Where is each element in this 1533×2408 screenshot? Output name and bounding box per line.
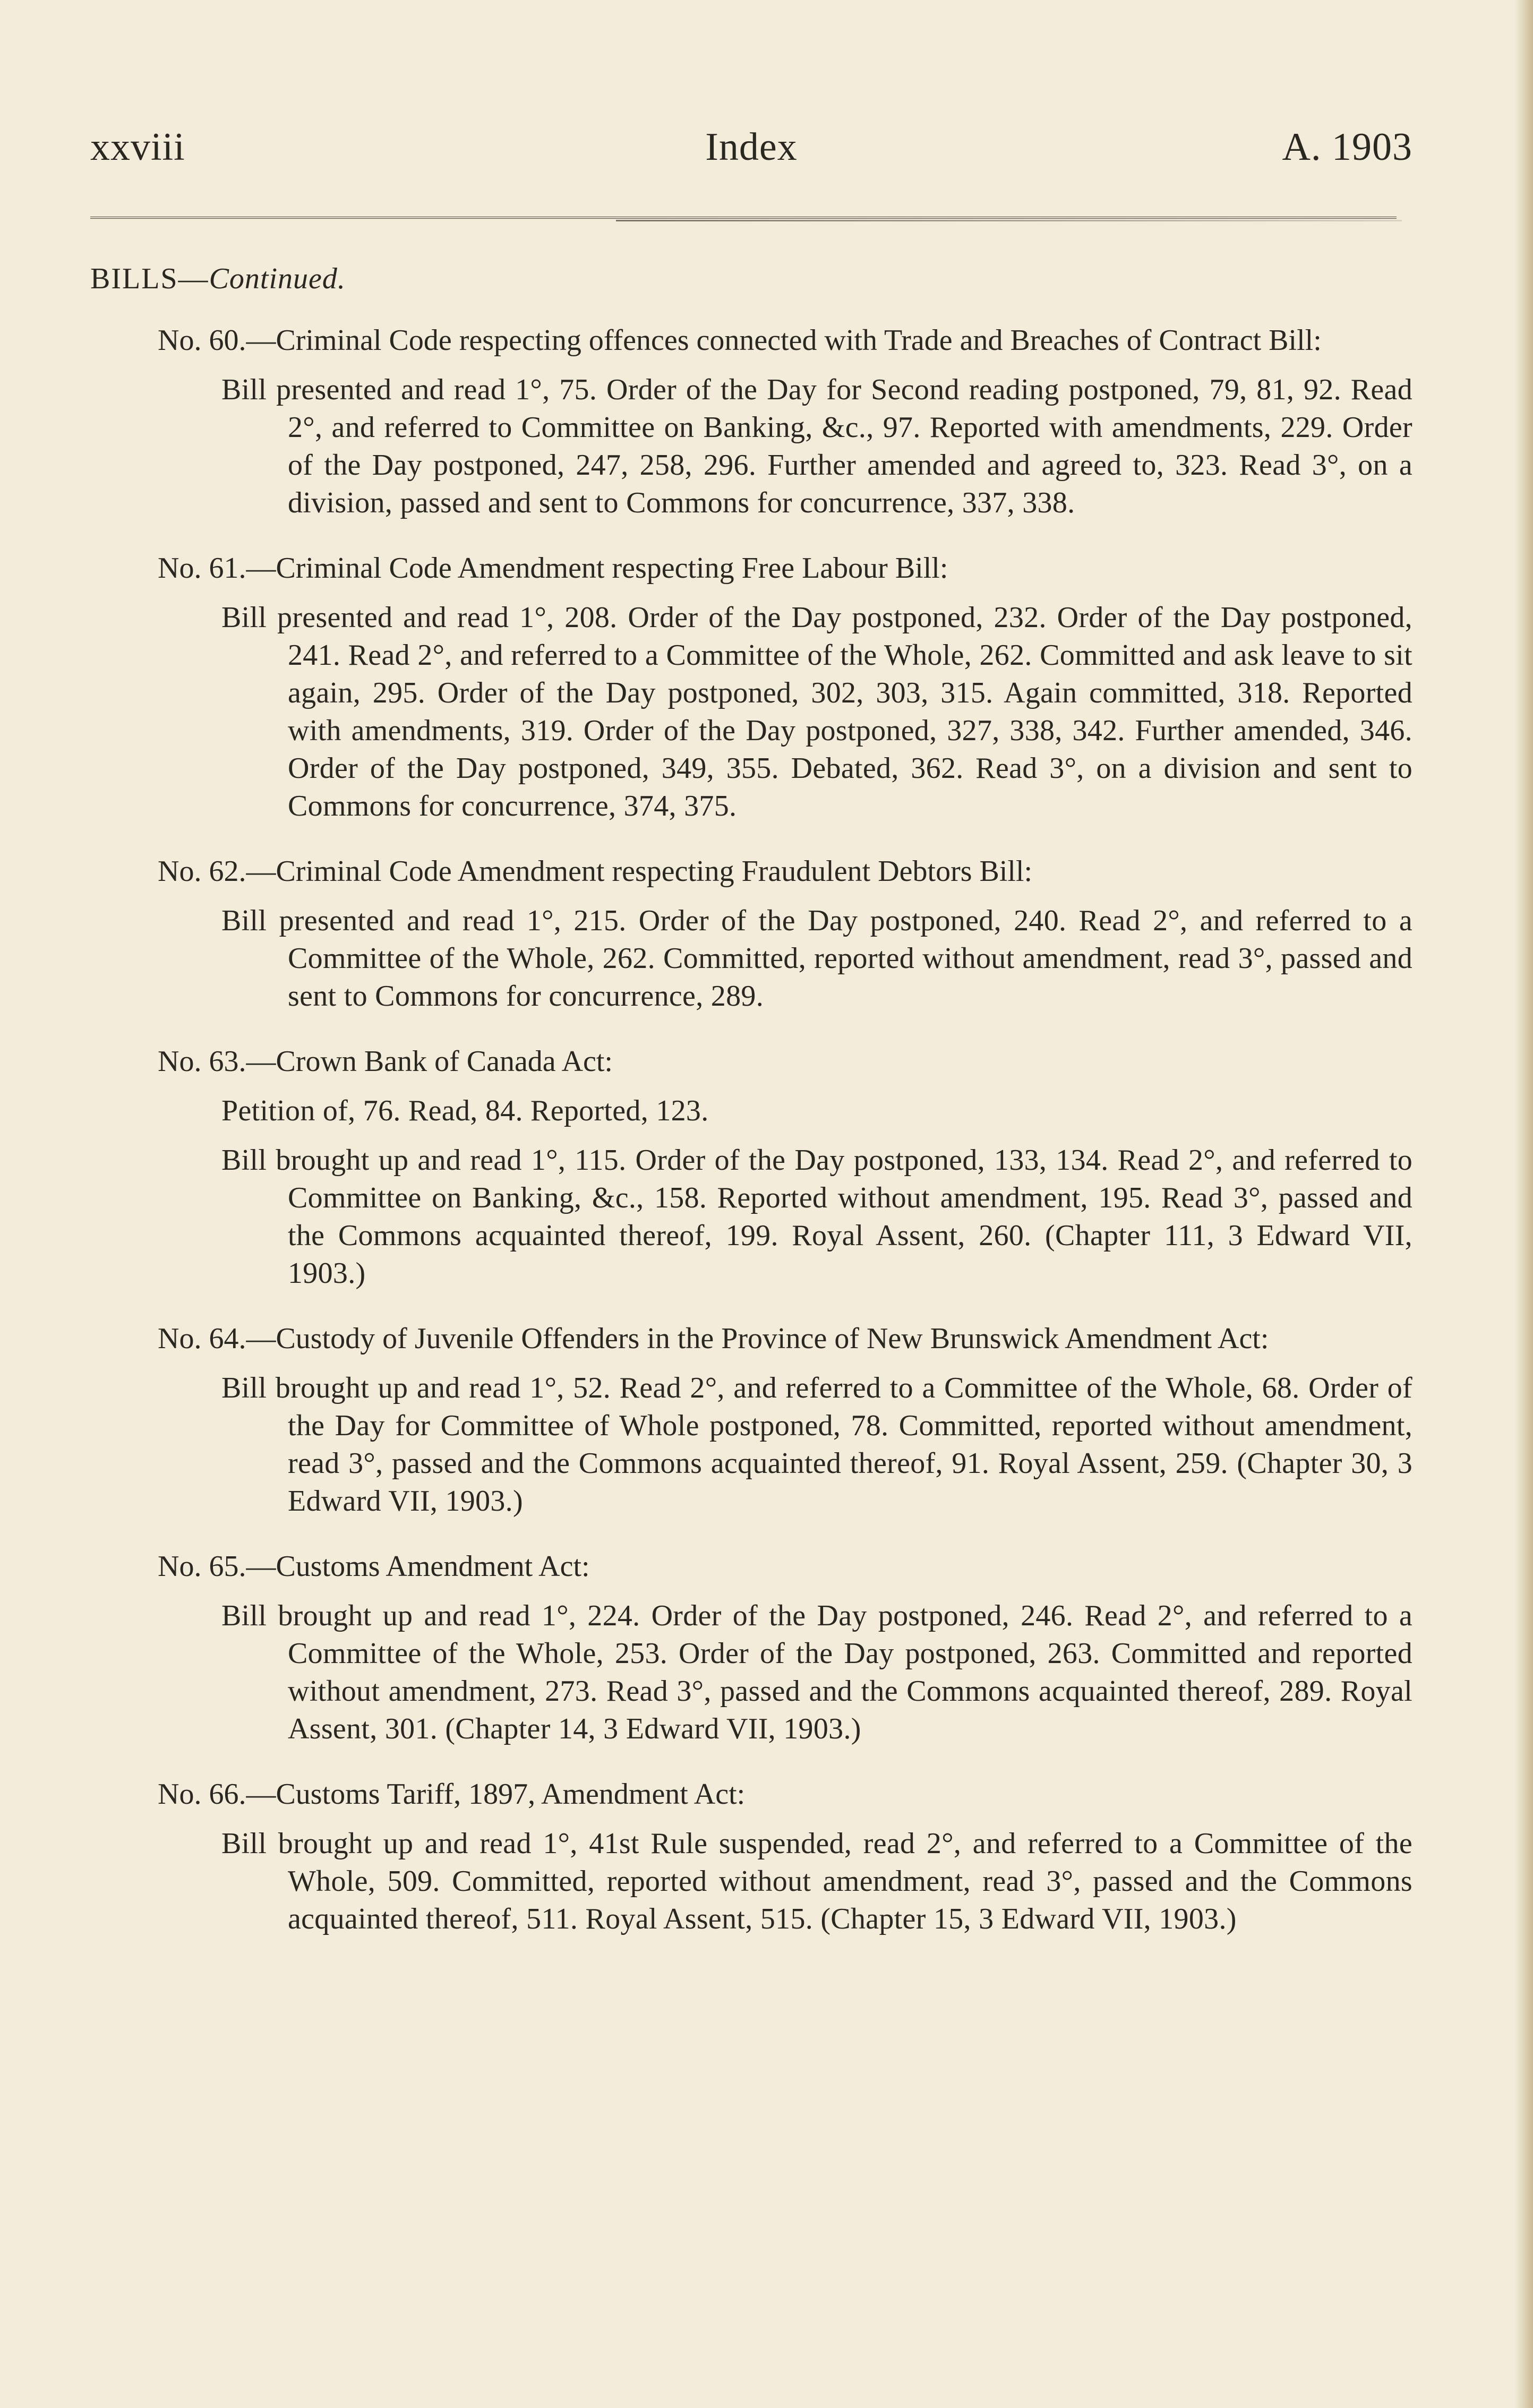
index-entry	[90, 1548, 1412, 1748]
entry-title: No. 63.—Crown Bank of Canada Act:	[158, 1045, 613, 1078]
section-name: BILLS—	[90, 262, 209, 295]
section-heading	[90, 260, 1412, 298]
entry-title: No. 64.—Custody of Juvenile Offenders in the Province of New Brunswick Amendment Act:	[158, 1322, 1269, 1355]
entry-title: No. 65.—Customs Amendment Act:	[158, 1550, 590, 1583]
page-folio: xxviii	[90, 125, 185, 169]
entry-paragraph: Bill brought up and read 1°, 224. Order of the Day postponed, 246. Read 2°, and referred to a Committee of the Whole, 253. Order of the Day postponed, 263. Committed and reported without amendment, 273. Read 3°, passed and the Commons acquainted thereof, 289. Royal Assent, 301. (Chapter 14, 3 Edward VII, 1903.)	[221, 1599, 1412, 1745]
entry-paragraph: Bill presented and read 1°, 215. Order of the Day postponed, 240. Read 2°, and referred to a Committee of the Whole, 262. Committed, reported without amendment, read 3°, passed and sent to Commons for concurrence, 289.	[221, 904, 1412, 1013]
index-entry	[90, 1043, 1412, 1292]
entry-paragraph: Bill presented and read 1°, 75. Order of the Day for Second reading postponed, 79, 81, 92. Read 2°, and referred to Committee on Banking, &c., 97. Reported with amendments, 229. Order of the Day postponed, 247, 258, 296. Further amended and agreed to, 323. Read 3°, on a division, passed and sent to Commons for concurrence, 337, 338.	[221, 373, 1412, 519]
entry-paragraph: Bill brought up and read 1°, 115. Order of the Day postponed, 133, 134. Read 2°, and referred to Committee on Banking, &c., 158. Reported without amendment, 195. Read 3°, passed and the Commons acquainted thereof, 199. Royal Assent, 260. (Chapter 111, 3 Edward VII, 1903.)	[221, 1144, 1412, 1290]
header-rule-shade	[616, 220, 1402, 221]
entry-title: No. 61.—Criminal Code Amendment respecting Free Labour Bill:	[158, 552, 948, 585]
index-entry	[90, 322, 1412, 522]
entry-paragraph: Bill brought up and read 1°, 41st Rule suspended, read 2°, and referred to a Committee of the Whole, 509. Committed, reported without amendment, read 3°, passed and the Commons acquainted thereof, 511. Royal Assent, 515. (Chapter 15, 3 Edward VII, 1903.)	[221, 1827, 1412, 1935]
index-entry	[90, 1776, 1412, 1938]
entry-title: No. 62.—Criminal Code Amendment respecting Fraudulent Debtors Bill:	[158, 855, 1033, 888]
entry-paragraph: Bill presented and read 1°, 208. Order of the Day postponed, 232. Order of the Day postponed, 241. Read 2°, and referred to a Committee of the Whole, 262. Committed and ask leave to sit again, 295. Order of the Day postponed, 302, 303, 315. Again committed, 318. Reported with amendments, 319. Order of the Day postponed, 327, 338, 342. Further amended, 346. Order of the Day postponed, 349, 355. Debated, 362. Read 3°, on a division and sent to Commons for concurrence, 374, 375.	[221, 601, 1412, 822]
page-title: Index	[705, 125, 798, 169]
entry-paragraph: Petition of, 76. Read, 84. Reported, 123.	[221, 1094, 709, 1127]
page-header	[90, 125, 1412, 178]
page-year: A. 1903	[1282, 125, 1412, 169]
index-entry	[90, 853, 1412, 1015]
entry-title: No. 60.—Criminal Code respecting offences connected with Trade and Breaches of Contract Bill:	[158, 324, 1322, 357]
index-entry	[90, 1320, 1412, 1520]
section-continued: Continued.	[209, 262, 346, 295]
header-rule	[90, 217, 1397, 219]
entry-list	[90, 322, 1412, 1938]
index-content	[90, 260, 1412, 1966]
entry-paragraph: Bill brought up and read 1°, 52. Read 2°, and referred to a Committee of the Whole, 68. Order of the Day for Committee of Whole postponed, 78. Committed, reported without amendment, read 3°, passed and the Commons acquainted thereof, 91. Royal Assent, 259. (Chapter 30, 3 Edward VII, 1903.)	[221, 1372, 1412, 1518]
index-entry	[90, 550, 1412, 825]
entry-title: No. 66.—Customs Tariff, 1897, Amendment Act:	[158, 1778, 746, 1811]
page-edge-shadow	[1515, 0, 1533, 2408]
